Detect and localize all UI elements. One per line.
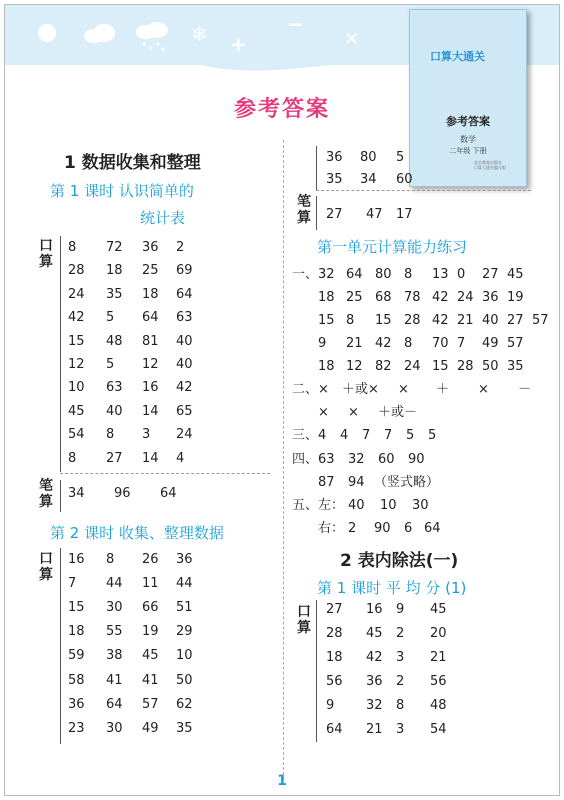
book-subject: 数学 — [460, 135, 476, 144]
answer-cell: 36 — [68, 696, 85, 712]
answer-row — [68, 719, 308, 739]
answer-cell: 25 — [142, 263, 159, 279]
answer-row — [68, 402, 308, 422]
written-bar — [60, 480, 61, 512]
answer-cell: 10 — [176, 648, 193, 664]
answer-cell: 3 — [396, 650, 405, 665]
answer-row — [68, 308, 308, 328]
answer-row — [68, 550, 308, 570]
oral-bar — [60, 236, 61, 472]
answer-cell: 2 — [396, 626, 405, 641]
answer-cell: 5 — [396, 150, 405, 165]
answer-cell: 8 — [404, 336, 413, 351]
answer-row — [326, 148, 564, 168]
answer-cell: 5 — [106, 310, 115, 326]
answer-cell: 44 — [106, 576, 123, 592]
answer-cell: 62 — [176, 696, 193, 712]
answer-cell: 14 — [142, 450, 159, 466]
answer-row — [68, 695, 308, 715]
section-label: 一、 — [292, 267, 319, 282]
answer-row — [326, 170, 564, 190]
answer-cell: 21 — [457, 313, 474, 328]
answer-cell: 12 — [142, 357, 159, 372]
answer-cell: 16 — [142, 380, 159, 396]
oral-bar — [60, 548, 61, 744]
answer-cell: 13 — [432, 267, 449, 282]
cloud-rain-icon — [134, 20, 170, 54]
answer-cell: 45 — [366, 626, 383, 641]
book-logo: 口算大通关 — [430, 50, 485, 63]
cloud-icon — [82, 22, 116, 44]
answer-cell: 9 — [318, 336, 327, 351]
book-publisher: 北京教育出版社 口算大通关编写组 — [474, 160, 506, 170]
answer-cell: 44 — [176, 576, 193, 592]
answer-row: 4 4 7 7 5 5 — [318, 428, 437, 443]
answer-cell: 2 — [396, 674, 405, 689]
answer-cell: 8 — [68, 450, 77, 466]
section-label: 四、 — [292, 452, 319, 467]
answer-cell: 41 — [106, 672, 123, 688]
answer-cell: 35 — [507, 359, 524, 374]
answer-cell: 10 — [68, 380, 85, 396]
answer-row — [318, 334, 558, 354]
answer-cell: 8 — [68, 240, 77, 255]
answer-cell: 63 — [106, 380, 123, 396]
answer-cell: 42 — [375, 336, 392, 351]
answer-cell: 18 — [326, 650, 343, 665]
page-number: 1 — [277, 773, 287, 789]
answer-row — [68, 378, 308, 398]
answer-cell: 36 — [366, 674, 383, 689]
answer-cell: 72 — [106, 240, 123, 255]
answer-cell: 56 — [430, 674, 447, 689]
answer-cell: 30 — [106, 720, 123, 736]
answer-cell: 49 — [482, 336, 499, 351]
answer-cell: 16 — [366, 602, 383, 617]
answer-cell: 57 — [507, 336, 524, 351]
answer-cell: 50 — [482, 359, 499, 374]
answer-row — [326, 720, 564, 740]
page-title: 参考答案 — [233, 97, 330, 122]
plus-icon: + — [230, 32, 247, 56]
answer-cell: 64 — [326, 722, 343, 737]
answer-cell: 4 — [176, 450, 185, 466]
answer-cell: 28 — [404, 313, 421, 328]
answer-cell: 15 — [68, 333, 85, 349]
answer-cell: 16 — [68, 552, 85, 567]
answer-cell: 28 — [457, 359, 474, 374]
answer-cell: 18 — [318, 290, 335, 305]
answer-cell: 68 — [375, 290, 392, 305]
answer-row: 63 32 60 90 — [318, 452, 425, 467]
answer-cell: 41 — [142, 672, 159, 688]
answer-cell: 19 — [507, 290, 524, 305]
answer-cell: 45 — [507, 267, 524, 282]
divider-dash — [60, 473, 270, 474]
answer-cell: 40 — [482, 313, 499, 328]
lesson-title: 第 1 课时 认识简单的 — [50, 182, 194, 200]
answer-cell: 65 — [176, 403, 193, 419]
answer-cell: 56 — [326, 674, 343, 689]
answer-cell: 59 — [68, 648, 85, 664]
answer-row — [68, 449, 308, 469]
answer-cell: 69 — [176, 263, 193, 279]
answer-cell: 32 — [318, 267, 335, 282]
answer-cell: 64 — [346, 267, 363, 282]
answer-row — [68, 425, 308, 445]
operator-row: × ＋或× × ＋ × － — [318, 382, 532, 397]
written-label: 笔算 — [39, 478, 53, 510]
answer-cell: 18 — [318, 359, 335, 374]
book-grade: 二年级 下册 — [449, 147, 487, 155]
answer-cell: 57 — [142, 696, 159, 712]
answer-cell: 40 — [106, 403, 123, 419]
written-row: 34 96 64 — [68, 486, 177, 501]
answer-cell: 48 — [106, 333, 123, 349]
answer-row: 87 94 （竖式略） — [318, 475, 440, 490]
written-bar — [316, 196, 317, 230]
answer-cell: 80 — [375, 267, 392, 282]
answer-cell: 2 — [176, 240, 185, 255]
answer-cell: 36 — [482, 290, 499, 305]
answer-cell: 21 — [366, 722, 383, 737]
answer-cell: 49 — [142, 720, 159, 736]
minus-icon: − — [287, 12, 304, 36]
answer-cell: 21 — [430, 650, 447, 665]
answer-cell: 42 — [176, 380, 193, 396]
answer-cell: 24 — [404, 359, 421, 374]
section-label: 二、 — [292, 382, 319, 397]
answer-cell: 23 — [68, 720, 85, 736]
answer-cell: 45 — [430, 602, 447, 617]
answer-cell: 12 — [346, 359, 363, 374]
answer-cell: 18 — [142, 286, 159, 302]
answer-row — [68, 598, 308, 618]
answer-cell: 11 — [142, 576, 159, 592]
answer-row — [68, 622, 308, 642]
answer-cell: 24 — [457, 290, 474, 305]
answer-cell: 40 — [176, 333, 193, 349]
answer-row — [318, 288, 558, 308]
answer-cell: 15 — [318, 313, 335, 328]
answer-cell: 9 — [396, 602, 405, 617]
answer-cell: 8 — [346, 313, 355, 328]
oral-bar — [316, 146, 317, 190]
oral-label: 口算 — [39, 551, 53, 583]
answer-cell: 58 — [68, 672, 85, 688]
answer-row — [326, 696, 564, 716]
answer-cell: 57 — [532, 313, 549, 328]
answer-cell: 7 — [68, 576, 77, 592]
chapter-title: 1 数据收集和整理 — [64, 153, 201, 173]
answer-cell: 35 — [176, 720, 193, 736]
operator-row: × × ＋或－ — [318, 405, 418, 420]
lesson-title-cont: 统计表 — [140, 209, 186, 227]
answer-cell: 18 — [68, 624, 85, 640]
answer-cell: 45 — [68, 403, 85, 419]
answer-row — [68, 332, 308, 352]
answer-cell: 15 — [432, 359, 449, 374]
answer-cell: 81 — [142, 333, 159, 349]
answer-cell: 51 — [176, 600, 193, 616]
answer-cell: 21 — [346, 336, 363, 351]
answer-cell: 3 — [142, 427, 151, 443]
divider-dash — [316, 190, 531, 191]
answer-cell: 35 — [106, 286, 123, 302]
answer-cell: 8 — [106, 552, 115, 567]
written-row: 27 47 17 — [326, 207, 413, 222]
answer-cell: 36 — [326, 150, 343, 165]
answer-row — [318, 357, 558, 377]
answer-row — [326, 672, 564, 692]
answer-cell: 24 — [176, 427, 193, 443]
answer-cell: 55 — [106, 624, 123, 640]
answer-cell: 42 — [366, 650, 383, 665]
answer-cell: 78 — [404, 290, 421, 305]
lesson-title: 第 1 课时 平 均 分 (1) — [317, 579, 467, 597]
answer-cell: 54 — [68, 427, 85, 443]
answer-cell: 24 — [68, 286, 85, 302]
answer-cell: 28 — [326, 626, 343, 641]
answer-cell: 26 — [142, 552, 159, 567]
answer-cell: 82 — [375, 359, 392, 374]
lesson-title: 第 2 课时 收集、整理数据 — [50, 524, 224, 542]
answer-cell: 28 — [68, 263, 85, 279]
answer-row — [326, 624, 564, 644]
answer-cell: 45 — [142, 648, 159, 664]
section-label: 三、 — [292, 428, 319, 443]
answer-cell: 35 — [326, 172, 343, 187]
answer-cell: 25 — [346, 290, 363, 305]
answer-row: 左： 40 10 30 — [318, 498, 429, 513]
answer-cell: 29 — [176, 624, 193, 640]
answer-cell: 60 — [396, 172, 413, 187]
answer-cell: 15 — [375, 313, 392, 328]
oral-label: 口算 — [297, 604, 311, 636]
answer-cell: 12 — [68, 357, 85, 372]
oral-bar — [316, 600, 317, 742]
answer-cell: 42 — [432, 313, 449, 328]
section-label: 五、 — [292, 498, 319, 513]
answer-row — [68, 671, 308, 691]
answer-row — [68, 646, 308, 666]
answer-cell: 42 — [432, 290, 449, 305]
answer-row — [318, 265, 558, 285]
answer-cell: 20 — [430, 626, 447, 641]
answer-cell: 19 — [142, 624, 159, 640]
answer-cell: 0 — [457, 267, 466, 282]
answer-row — [68, 285, 308, 305]
answer-cell: 64 — [142, 310, 159, 326]
sun-icon — [38, 24, 56, 42]
answer-cell: 42 — [68, 310, 85, 326]
answer-cell: 7 — [457, 336, 466, 351]
chapter-title: 2 表内除法(一) — [340, 551, 459, 571]
answer-cell: 54 — [430, 722, 447, 737]
answer-cell: 80 — [360, 150, 377, 165]
answer-cell: 27 — [106, 450, 123, 466]
answer-cell: 18 — [106, 263, 123, 279]
answer-cell: 27 — [326, 602, 343, 617]
oral-label: 口算 — [39, 238, 53, 270]
answer-cell: 8 — [404, 267, 413, 282]
written-label: 笔算 — [297, 194, 311, 226]
answer-cell: 48 — [430, 698, 447, 713]
answer-cell: 50 — [176, 672, 193, 688]
answer-row — [68, 261, 308, 281]
answer-cell: 32 — [366, 698, 383, 713]
answer-cell: 64 — [176, 286, 193, 302]
answer-cell: 34 — [360, 172, 377, 187]
snowflake-icon: ❄ — [191, 22, 208, 46]
answer-cell: 15 — [68, 600, 85, 616]
answer-cell: 14 — [142, 403, 159, 419]
answer-cell: 64 — [106, 696, 123, 712]
answer-cell: 40 — [176, 357, 193, 372]
book-title: 参考答案 — [446, 115, 490, 128]
answer-row: 右： 2 90 6 64 — [318, 521, 441, 536]
answer-cell: 27 — [482, 267, 499, 282]
answer-cell: 66 — [142, 600, 159, 616]
answer-cell: 63 — [176, 310, 193, 326]
answer-row — [68, 238, 308, 258]
answer-cell: 27 — [507, 313, 524, 328]
answer-cell: 8 — [396, 698, 405, 713]
answer-cell: 9 — [326, 698, 335, 713]
unit-practice-title: 第一单元计算能力练习 — [317, 238, 468, 256]
answer-cell: 36 — [142, 240, 159, 255]
answer-cell: 3 — [396, 722, 405, 737]
answer-row — [318, 311, 558, 331]
answer-cell: 8 — [106, 427, 115, 443]
answer-row — [326, 600, 564, 620]
answer-row — [68, 574, 308, 594]
answer-row — [326, 648, 564, 668]
answer-row — [68, 355, 308, 375]
answer-cell: 70 — [432, 336, 449, 351]
answer-cell: 5 — [106, 357, 115, 372]
answer-cell: 36 — [176, 552, 193, 567]
answer-cell: 38 — [106, 648, 123, 664]
times-icon: × — [344, 28, 360, 49]
answer-cell: 30 — [106, 600, 123, 616]
